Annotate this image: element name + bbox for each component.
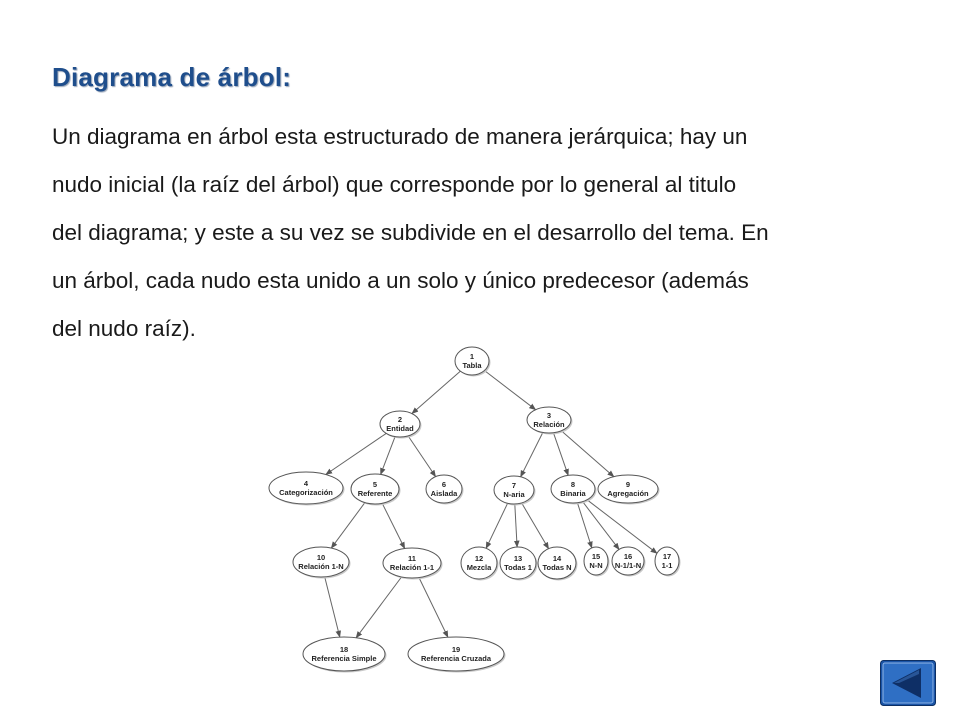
- tree-node-3: [527, 407, 573, 435]
- tree-node-label: Binaria: [560, 489, 586, 498]
- tree-edge-1-3: [484, 371, 535, 410]
- tree-node-label: Referencia Cruzada: [420, 654, 492, 663]
- tree-node-label: N-1/1-N: [614, 561, 642, 570]
- paragraph-line: nudo inicial (la raíz del árbol) que corresponde por lo general al titulo: [52, 172, 737, 197]
- back-button[interactable]: [880, 660, 936, 706]
- tree-node-19: [408, 637, 506, 673]
- tree-node-label: Todas 1: [504, 563, 532, 572]
- tree-node-number: 6: [441, 480, 447, 489]
- tree-node-label: Categorización: [279, 488, 333, 497]
- paragraph-line: Un diagrama en árbol esta estructurado de manera jerárquica; hay un: [52, 124, 748, 149]
- tree-node-number: 19: [451, 645, 461, 654]
- tree-node-label: Mezcla: [466, 563, 492, 572]
- tree-node-number: 10: [316, 553, 326, 562]
- tree-node-10: [293, 547, 351, 579]
- tree-node-number: 7: [511, 481, 517, 490]
- tree-node-label: N-N: [589, 561, 603, 570]
- tree-edge-7-13: [515, 504, 517, 547]
- tree-node-2: [380, 411, 422, 439]
- tree-node-number: 14: [552, 554, 562, 563]
- tree-node-label: N-aria: [503, 490, 525, 499]
- tree-node-14: [538, 547, 578, 581]
- tree-node-number: 1: [469, 352, 475, 361]
- tree-node-label: 1-1: [661, 561, 673, 570]
- tree-node-label: Relación 1-1: [389, 563, 435, 572]
- tree-node-label: Referente: [357, 489, 393, 498]
- tree-node-9: [598, 475, 660, 505]
- tree-node-number: 2: [397, 415, 403, 424]
- paragraph-line: del nudo raíz).: [52, 316, 196, 341]
- tree-edge-8-15: [577, 503, 591, 548]
- tree-edge-1-2: [412, 371, 460, 413]
- tree-node-label: Agregación: [607, 489, 649, 498]
- tree-edge-7-12: [486, 503, 508, 548]
- tree-edge-11-19: [419, 578, 448, 638]
- tree-node-number: 9: [625, 480, 631, 489]
- tree-node-4: [269, 472, 345, 506]
- tree-node-11: [383, 548, 443, 580]
- tree-node-label: Aislada: [430, 489, 458, 498]
- tree-edge-5-10: [331, 503, 365, 548]
- tree-node-number: 17: [662, 552, 672, 561]
- tree-node-number: 3: [546, 411, 552, 420]
- paragraph-line: del diagrama; y este a su vez se subdivide en el desarrollo del tema. En: [52, 220, 769, 245]
- slide-title: Diagrama de árbol:: [52, 62, 292, 92]
- tree-edge-7-14: [522, 503, 549, 549]
- tree-edge-2-4: [326, 433, 386, 474]
- tree-edge-3-8: [553, 433, 568, 476]
- tree-node-13: [500, 547, 538, 581]
- tree-node-17: [655, 547, 681, 577]
- tree-node-label: Relación: [533, 420, 565, 429]
- tree-edge-5-11: [382, 503, 405, 548]
- tree-edge-8-17: [587, 500, 657, 554]
- tree-node-12: [461, 547, 499, 581]
- tree-node-16: [612, 547, 646, 577]
- tree-node-number: 15: [591, 552, 601, 561]
- tree-edge-3-9: [561, 431, 614, 477]
- back-triangle-icon: [880, 660, 936, 706]
- tree-edge-2-5: [381, 437, 396, 475]
- tree-node-5: [351, 474, 401, 506]
- tree-node-18: [303, 637, 387, 673]
- tree-node-number: 12: [474, 554, 484, 563]
- tree-nodes: [269, 347, 681, 673]
- tree-edge-2-6: [408, 436, 436, 477]
- tree-node-number: 11: [408, 554, 416, 563]
- tree-edge-11-18: [356, 577, 401, 638]
- tree-edge-10-18: [325, 577, 340, 637]
- tree-node-number: 4: [303, 479, 309, 488]
- tree-node-number: 18: [339, 645, 349, 654]
- tree-node-label: Tabla: [462, 361, 482, 370]
- tree-node-6: [426, 475, 464, 505]
- tree-edge-8-16: [583, 502, 620, 550]
- tree-node-7: [494, 476, 536, 506]
- tree-edge-3-7: [521, 433, 543, 477]
- tree-node-label: Relación 1-N: [298, 562, 344, 571]
- tree-node-number: 13: [513, 554, 523, 563]
- tree-node-label: Referencia Simple: [311, 654, 377, 663]
- tree-node-1: [455, 347, 491, 377]
- tree-node-number: 5: [372, 480, 378, 489]
- tree-node-8: [551, 475, 597, 505]
- tree-node-15: [584, 547, 610, 577]
- tree-node-number: 16: [623, 552, 633, 561]
- tree-node-label: Entidad: [386, 424, 414, 433]
- tree-node-label: Todas N: [542, 563, 572, 572]
- paragraph-line: un árbol, cada nudo esta unido a un solo y único predecesor (además: [52, 268, 749, 293]
- tree-node-number: 8: [570, 480, 576, 489]
